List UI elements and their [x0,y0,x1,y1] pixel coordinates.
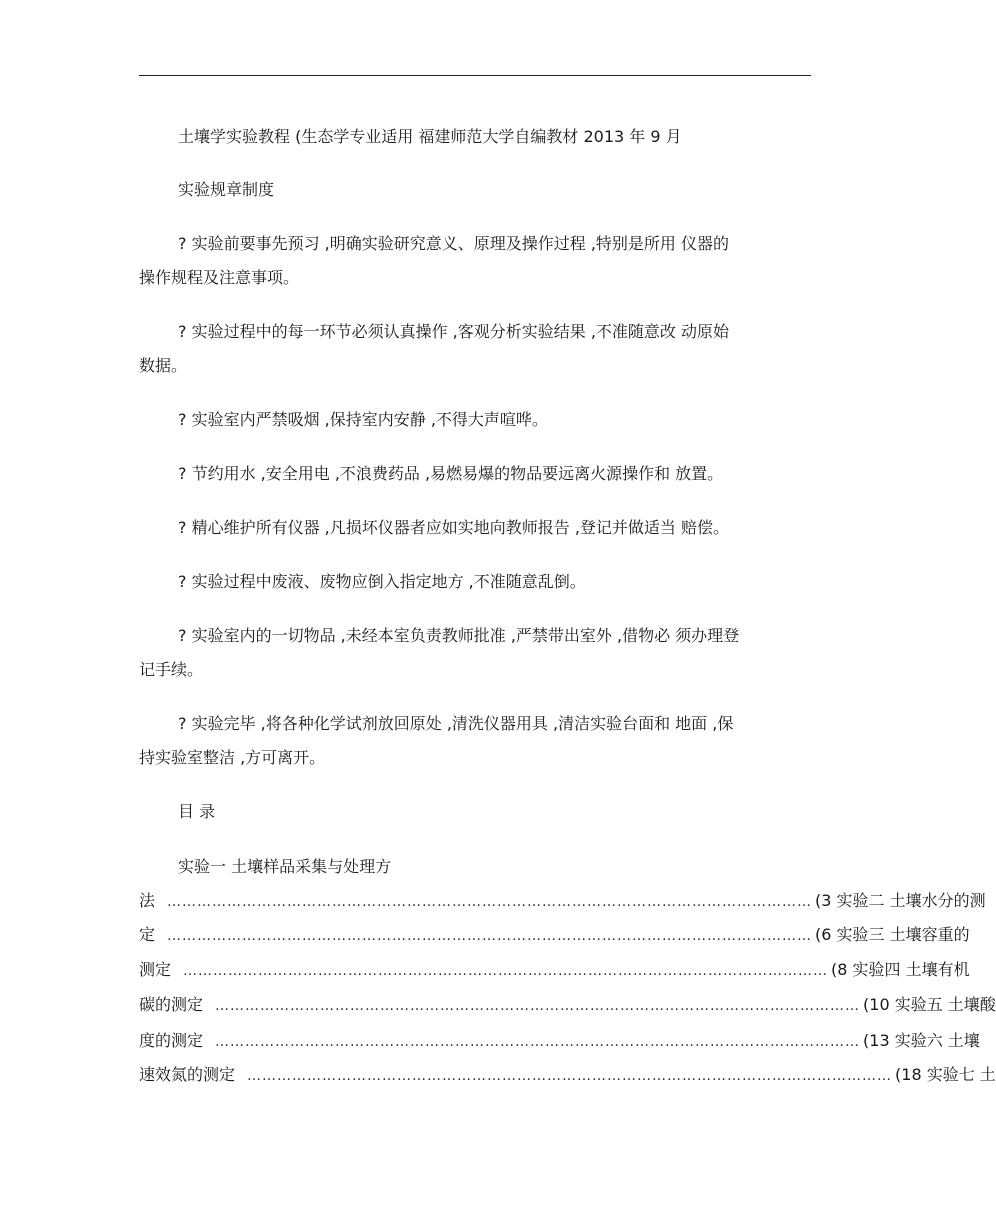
toc-leader-dots: ………………………………………………………………………………………………………………… [167,928,813,944]
rule-item-8-line1: ? 实验完毕 ,将各种化学试剂放回原处 ,清洗仪器用具 ,清洁实验台面和 地面 ,保 [178,714,734,733]
toc-leader-dots: ………………………………………………………………………………………………………………… [183,963,829,979]
toc-row-label: 测定 [139,960,172,979]
toc-row [139,925,970,946]
toc-row-tail: (13 实验六 土壤 [863,1031,980,1050]
rule-item-3: ? 实验室内严禁吸烟 ,保持室内安静 ,不得大声喧哗。 [178,410,548,429]
rule-item-5: ? 精心维护所有仪器 ,凡损坏仪器者应如实地向教师报告 ,登记并做适当 赔偿。 [178,518,730,537]
toc-row-label: 定 [139,925,156,944]
rule-item-6: ? 实验过程中废液、废物应倒入指定地方 ,不准随意乱倒。 [178,572,586,591]
toc-row [139,891,986,912]
toc-row [139,1065,996,1086]
toc-leader-dots: ………………………………………………………………………………………………………………… [215,1034,861,1050]
header-rule [139,75,811,76]
toc-row [139,960,970,981]
rule-item-1-line1: ? 实验前要事先预习 ,明确实验研究意义、原理及操作过程 ,特别是所用 仪器的 [178,234,730,253]
toc-row-label: 碳的测定 [139,995,204,1014]
toc-row-tail: (8 实验四 土壤有机 [831,960,970,979]
rule-item-4: ? 节约用水 ,安全用电 ,不浪费药品 ,易燃易爆的物品要远离火源操作和 放置。 [178,464,724,483]
rule-item-7-line1: ? 实验室内的一切物品 ,未经本室负责教师批准 ,严禁带出室外 ,借物必 须办理登 [178,626,740,645]
toc-leader-dots: ………………………………………………………………………………………………………………… [247,1068,893,1084]
toc-row-label: 法 [139,891,156,910]
rule-item-1-line2: 操作规程及注意事项。 [139,268,300,287]
toc-leader-dots: ………………………………………………………………………………………………………………… [215,998,861,1014]
toc-heading: 目 录 [178,802,216,821]
toc-row-tail: (18 实验七 土 [895,1065,996,1084]
toc-row [139,995,996,1016]
document-title: 土壤学实验教程 (生态学专业适用 福建师范大学自编教材 2013 年 9 月 [178,127,682,146]
toc-row [139,1031,980,1052]
toc-row-tail: (10 实验五 土壤酸 [863,995,996,1014]
rule-item-8-line2: 持实验室整洁 ,方可离开。 [139,748,326,767]
rules-heading: 实验规章制度 [178,180,275,199]
toc-row-tail: (3 实验二 土壤水分的测 [815,891,986,910]
rule-item-2-line1: ? 实验过程中的每一环节必须认真操作 ,客观分析实验结果 ,不准随意改 动原始 [178,322,730,341]
toc-row-label: 度的测定 [139,1031,204,1050]
toc-row-label: 速效氮的测定 [139,1065,236,1084]
rule-item-2-line2: 数据。 [139,356,188,375]
toc-row-tail: (6 实验三 土壤容重的 [815,925,970,944]
toc-first-line: 实验一 土壤样品采集与处理方 [178,857,392,876]
rule-item-7-line2: 记手续。 [139,660,204,679]
toc-leader-dots: ………………………………………………………………………………………………………………… [167,894,813,910]
